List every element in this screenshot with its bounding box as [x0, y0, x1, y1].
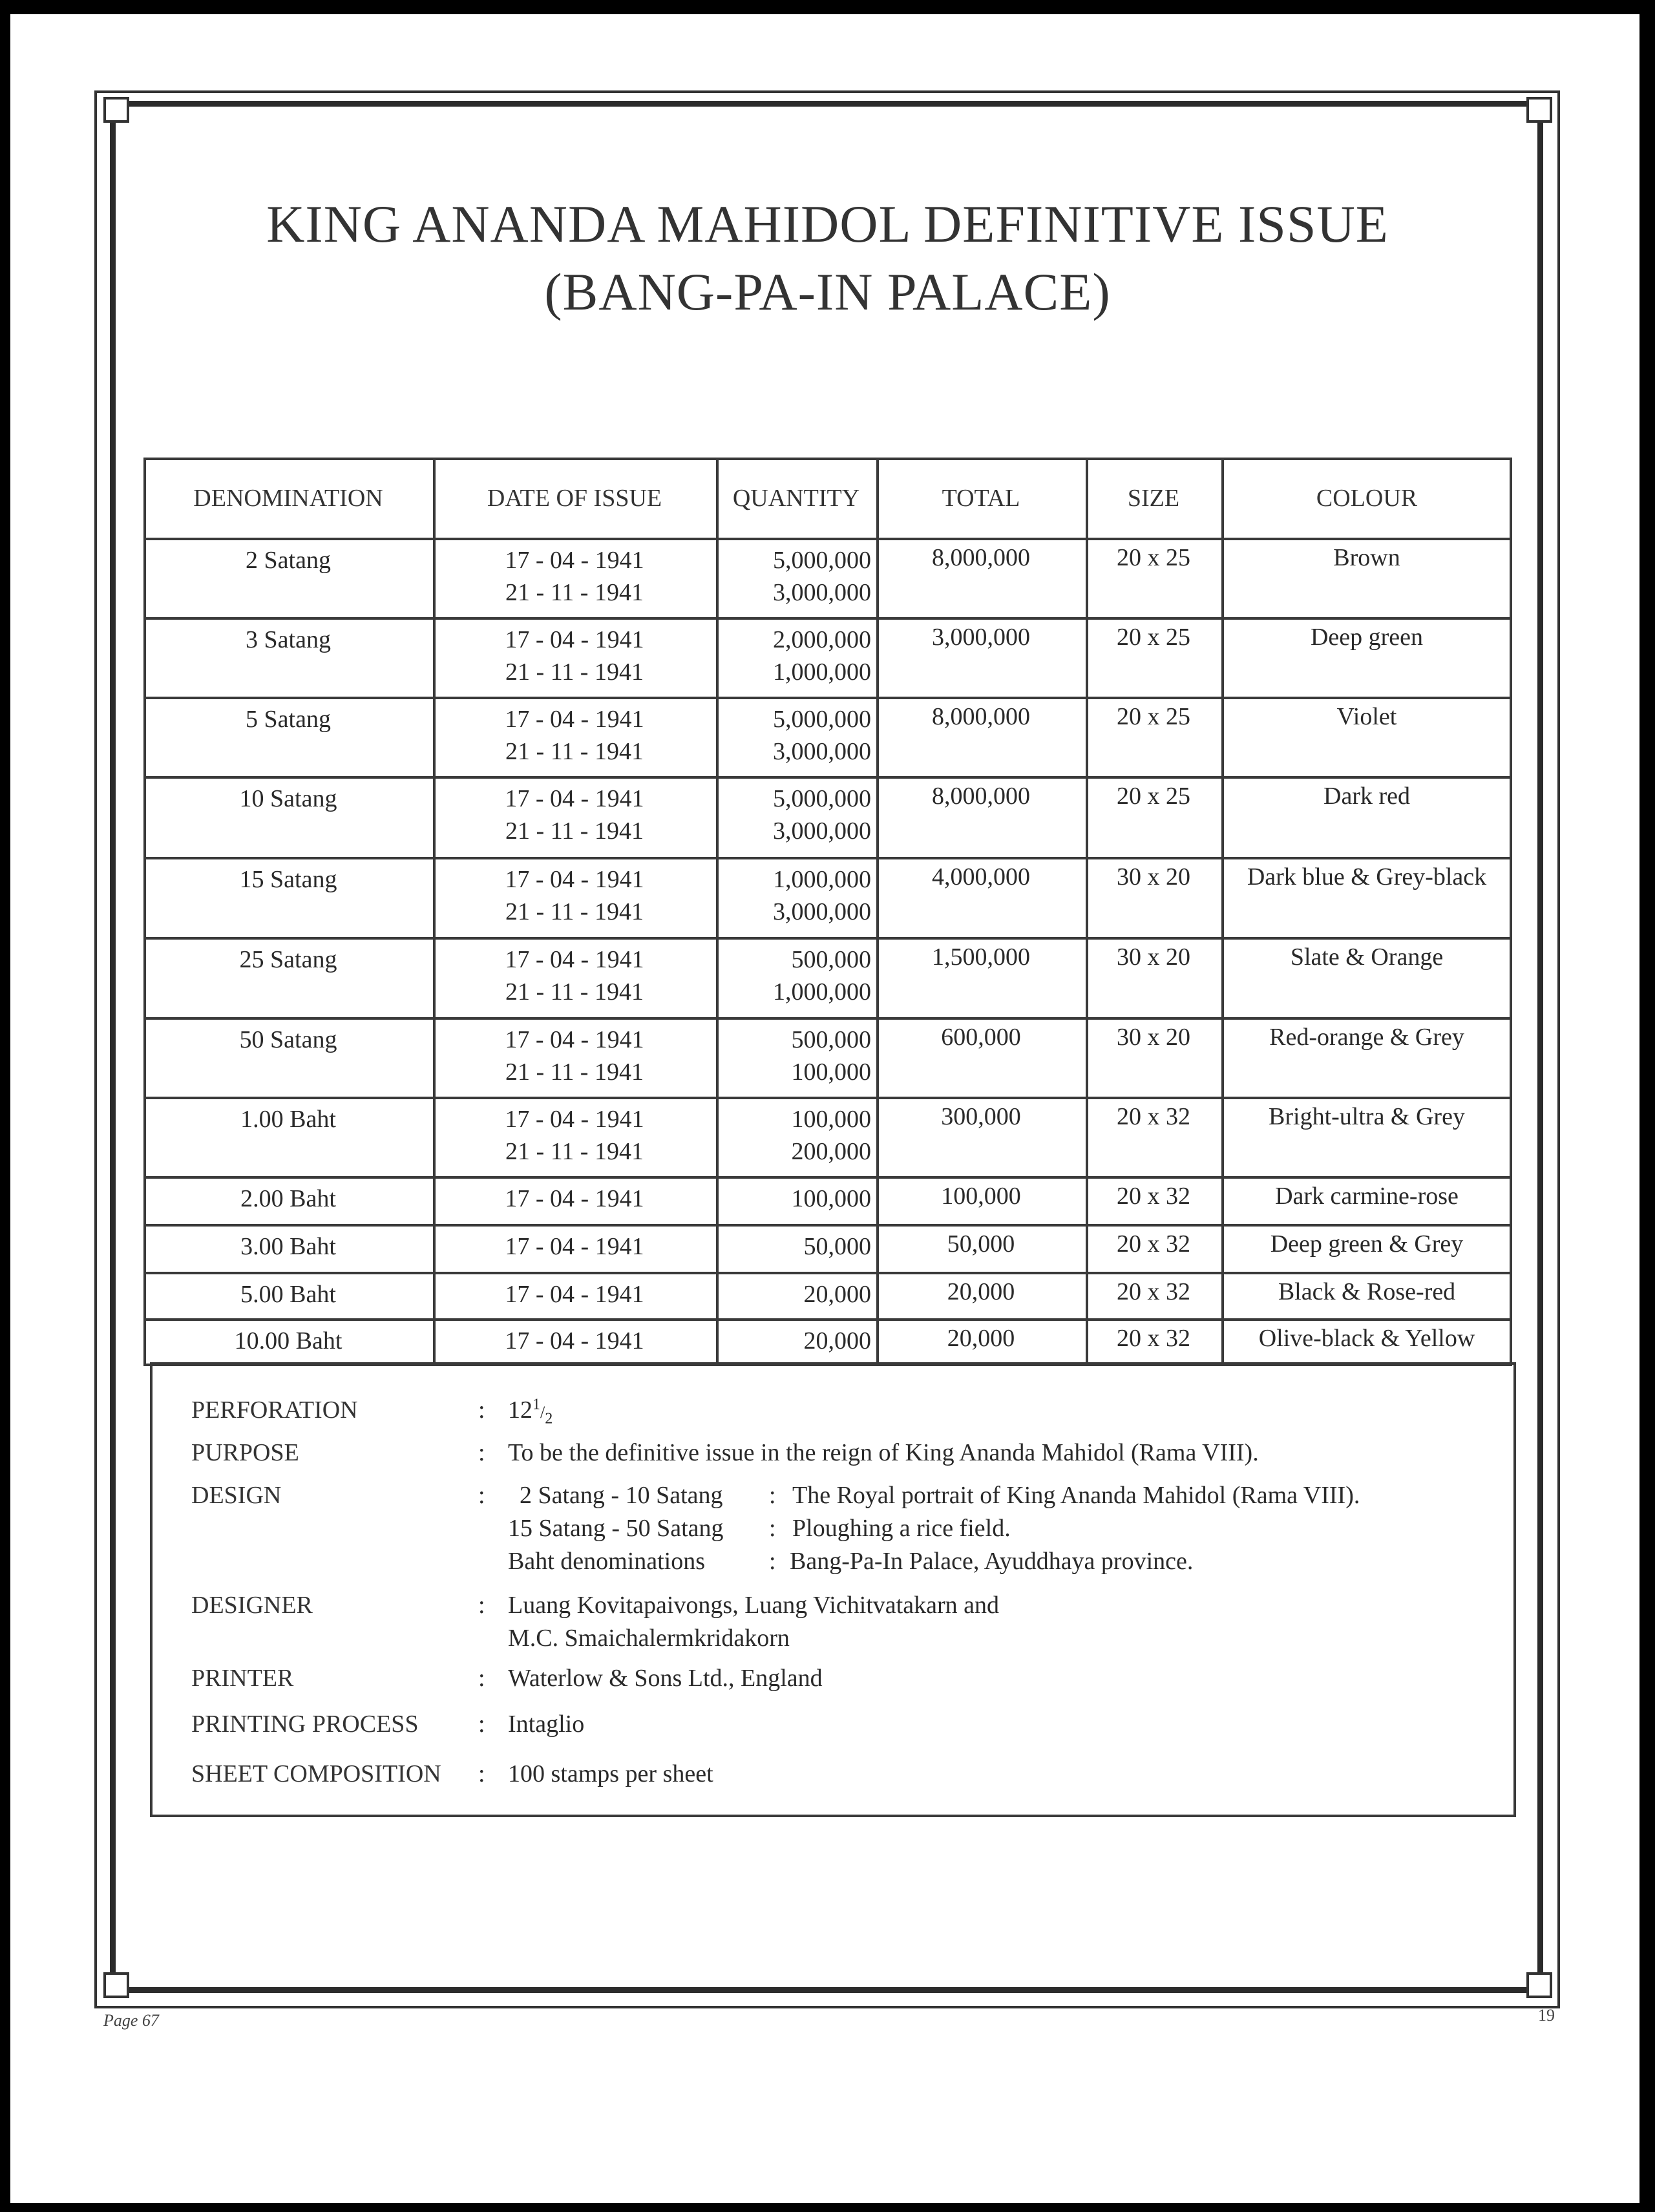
- printing-process-label: PRINTING PROCESS: [191, 1711, 419, 1738]
- scan-edge-bottom: [0, 2203, 1655, 2212]
- designer-value-line1: Luang Kovitapaivongs, Luang Vichitvatakarn and: [508, 1592, 999, 1619]
- date-of-issue-cell: 17 - 04 - 1941: [505, 626, 644, 653]
- purpose-label: PURPOSE: [191, 1439, 299, 1466]
- total-cell: 50,000: [947, 1230, 1015, 1258]
- table-row-divider: [143, 697, 1512, 699]
- quantity-cell: 1,000,000: [773, 658, 871, 686]
- frame-corner-ornament: [1526, 1972, 1552, 1998]
- design-label: DESIGN: [191, 1482, 282, 1509]
- colour-cell: Dark red: [1323, 783, 1410, 810]
- colour-cell: Bright-ultra & Grey: [1269, 1103, 1465, 1130]
- table-header-cell: COLOUR: [1316, 485, 1418, 512]
- colon: :: [478, 1396, 485, 1424]
- denomination-cell: 10 Satang: [239, 785, 337, 812]
- table-row-divider: [143, 1272, 1512, 1274]
- date-of-issue-cell: 21 - 11 - 1941: [505, 1138, 644, 1165]
- design-text-2: Ploughing a rice field.: [792, 1515, 1011, 1542]
- size-cell: 20 x 32: [1117, 1183, 1190, 1210]
- date-of-issue-cell: 21 - 11 - 1941: [505, 658, 644, 686]
- date-of-issue-cell: 17 - 04 - 1941: [505, 1327, 644, 1354]
- design-range-1: 2 Satang - 10 Satang: [520, 1482, 723, 1509]
- table-row-divider: [143, 1097, 1512, 1099]
- denomination-cell: 10.00 Baht: [234, 1327, 343, 1354]
- denomination-cell: 50 Satang: [239, 1026, 337, 1053]
- colour-cell: Olive-black & Yellow: [1258, 1325, 1475, 1352]
- colon: :: [478, 1665, 485, 1692]
- table-row-divider: [143, 1224, 1512, 1227]
- colour-cell: Deep green & Grey: [1270, 1230, 1464, 1258]
- total-cell: 100,000: [941, 1183, 1021, 1210]
- size-cell: 20 x 25: [1117, 544, 1190, 571]
- date-of-issue-cell: 17 - 04 - 1941: [505, 706, 644, 733]
- size-cell: 20 x 32: [1117, 1230, 1190, 1258]
- colour-cell: Brown: [1333, 544, 1400, 571]
- total-cell: 300,000: [941, 1103, 1021, 1130]
- table-header-cell: QUANTITY: [732, 485, 860, 512]
- colour-cell: Black & Rose-red: [1278, 1278, 1456, 1305]
- quantity-cell: 3,000,000: [773, 898, 871, 925]
- colon: :: [478, 1592, 485, 1619]
- quantity-cell: 5,000,000: [773, 785, 871, 812]
- quantity-cell: 500,000: [791, 946, 871, 973]
- frame-corner-ornament: [103, 97, 129, 123]
- quantity-cell: 1,000,000: [773, 866, 871, 893]
- denomination-cell: 2 Satang: [246, 547, 331, 574]
- scan-edge-top: [0, 0, 1655, 14]
- date-of-issue-cell: 17 - 04 - 1941: [505, 547, 644, 574]
- size-cell: 20 x 25: [1117, 783, 1190, 810]
- total-cell: 600,000: [941, 1024, 1021, 1051]
- design-range-2: 15 Satang - 50 Satang: [508, 1515, 724, 1542]
- total-cell: 8,000,000: [932, 703, 1030, 730]
- table-row-divider: [143, 1318, 1512, 1321]
- size-cell: 30 x 20: [1117, 1024, 1190, 1051]
- quantity-cell: 3,000,000: [773, 579, 871, 606]
- colon: :: [478, 1439, 485, 1466]
- date-of-issue-cell: 17 - 04 - 1941: [505, 1233, 644, 1260]
- quantity-cell: 100,000: [791, 1059, 871, 1086]
- total-cell: 3,000,000: [932, 624, 1030, 651]
- scan-edge-left: [0, 0, 10, 2212]
- purpose-value: To be the definitive issue in the reign of King Ananda Mahidol (Rama VIII).: [508, 1439, 1259, 1466]
- designer-value-line2: M.C. Smaichalermkridakorn: [508, 1625, 790, 1652]
- colon: :: [769, 1482, 776, 1509]
- date-of-issue-cell: 17 - 04 - 1941: [505, 946, 644, 973]
- quantity-cell: 20,000: [803, 1327, 871, 1354]
- colour-cell: Dark carmine-rose: [1275, 1183, 1459, 1210]
- denomination-cell: 5.00 Baht: [240, 1281, 336, 1308]
- design-text-3: Bang-Pa-In Palace, Ayuddhaya province.: [790, 1548, 1194, 1575]
- table-row-divider: [143, 617, 1512, 620]
- issue-details-box: [150, 1362, 1516, 1817]
- date-of-issue-cell: 21 - 11 - 1941: [505, 738, 644, 765]
- total-cell: 1,500,000: [932, 943, 1030, 971]
- table-row-divider: [143, 857, 1512, 859]
- denomination-cell: 5 Satang: [246, 706, 331, 733]
- total-cell: 8,000,000: [932, 544, 1030, 571]
- colon: :: [769, 1548, 776, 1575]
- date-of-issue-cell: 21 - 11 - 1941: [505, 579, 644, 606]
- quantity-cell: 20,000: [803, 1281, 871, 1308]
- colour-cell: Slate & Orange: [1290, 943, 1444, 971]
- colon: :: [769, 1515, 776, 1542]
- perforation-label: PERFORATION: [191, 1396, 358, 1424]
- quantity-cell: 3,000,000: [773, 738, 871, 765]
- scan-edge-right: [1639, 0, 1655, 2212]
- page-footer-left: Page 67: [103, 2011, 159, 2030]
- date-of-issue-cell: 17 - 04 - 1941: [505, 866, 644, 893]
- page-number: 19: [1538, 2006, 1555, 2025]
- total-cell: 8,000,000: [932, 783, 1030, 810]
- frame-corner-ornament: [103, 1972, 129, 1998]
- total-cell: 20,000: [947, 1325, 1015, 1352]
- date-of-issue-cell: 21 - 11 - 1941: [505, 817, 644, 845]
- table-row-divider: [143, 1017, 1512, 1020]
- quantity-cell: 100,000: [791, 1185, 871, 1212]
- sheet-composition-value: 100 stamps per sheet: [508, 1760, 713, 1787]
- colon: :: [478, 1760, 485, 1787]
- table-row-divider: [143, 538, 1512, 540]
- size-cell: 20 x 32: [1117, 1278, 1190, 1305]
- quantity-cell: 1,000,000: [773, 978, 871, 1006]
- quantity-cell: 3,000,000: [773, 817, 871, 845]
- colour-cell: Violet: [1336, 703, 1397, 730]
- denomination-cell: 15 Satang: [239, 866, 337, 893]
- date-of-issue-cell: 17 - 04 - 1941: [505, 1281, 644, 1308]
- denomination-cell: 3 Satang: [246, 626, 331, 653]
- colon: :: [478, 1482, 485, 1509]
- quantity-cell: 500,000: [791, 1026, 871, 1053]
- denomination-cell: 2.00 Baht: [240, 1185, 336, 1212]
- quantity-cell: 200,000: [791, 1138, 871, 1165]
- size-cell: 20 x 25: [1117, 624, 1190, 651]
- size-cell: 20 x 25: [1117, 703, 1190, 730]
- date-of-issue-cell: 17 - 04 - 1941: [505, 785, 644, 812]
- quantity-cell: 5,000,000: [773, 706, 871, 733]
- size-cell: 20 x 32: [1117, 1103, 1190, 1130]
- colour-cell: Dark blue & Grey-black: [1247, 863, 1487, 890]
- table-header-cell: TOTAL: [942, 485, 1020, 512]
- date-of-issue-cell: 17 - 04 - 1941: [505, 1026, 644, 1053]
- size-cell: 20 x 32: [1117, 1325, 1190, 1352]
- table-row-divider: [143, 1176, 1512, 1179]
- quantity-cell: 100,000: [791, 1106, 871, 1133]
- total-cell: 4,000,000: [932, 863, 1030, 890]
- total-cell: 20,000: [947, 1278, 1015, 1305]
- table-row-divider: [143, 937, 1512, 940]
- denomination-cell: 3.00 Baht: [240, 1233, 336, 1260]
- printing-process-value: Intaglio: [508, 1711, 585, 1738]
- printer-label: PRINTER: [191, 1665, 294, 1692]
- design-text-1: The Royal portrait of King Ananda Mahidol (Rama VIII).: [792, 1482, 1360, 1509]
- date-of-issue-cell: 21 - 11 - 1941: [505, 978, 644, 1006]
- colour-cell: Deep green: [1310, 624, 1424, 651]
- page-title: KING ANANDA MAHIDOL DEFINITIVE ISSUE: [266, 195, 1389, 253]
- date-of-issue-cell: 17 - 04 - 1941: [505, 1185, 644, 1212]
- design-range-3: Baht denominations: [508, 1548, 706, 1575]
- quantity-cell: 2,000,000: [773, 626, 871, 653]
- sheet-composition-label: SHEET COMPOSITION: [191, 1760, 441, 1787]
- size-cell: 30 x 20: [1117, 943, 1190, 971]
- table-row-divider: [143, 776, 1512, 779]
- page-subtitle: (BANG-PA-IN PALACE): [544, 262, 1111, 321]
- quantity-cell: 50,000: [803, 1233, 871, 1260]
- date-of-issue-cell: 17 - 04 - 1941: [505, 1106, 644, 1133]
- table-header-cell: DATE OF ISSUE: [487, 485, 662, 512]
- designer-label: DESIGNER: [191, 1592, 313, 1619]
- printer-value: Waterlow & Sons Ltd., England: [508, 1665, 823, 1692]
- date-of-issue-cell: 21 - 11 - 1941: [505, 898, 644, 925]
- perforation-value: $12^1/_2$: [508, 1396, 553, 1427]
- denomination-cell: 1.00 Baht: [240, 1106, 336, 1133]
- size-cell: 30 x 20: [1117, 863, 1190, 890]
- frame-corner-ornament: [1526, 97, 1552, 123]
- table-header-cell: DENOMINATION: [193, 485, 383, 512]
- colour-cell: Red-orange & Grey: [1269, 1024, 1464, 1051]
- date-of-issue-cell: 21 - 11 - 1941: [505, 1059, 644, 1086]
- denomination-cell: 25 Satang: [239, 946, 337, 973]
- table-header-cell: SIZE: [1127, 485, 1180, 512]
- colon: :: [478, 1711, 485, 1738]
- quantity-cell: 5,000,000: [773, 547, 871, 574]
